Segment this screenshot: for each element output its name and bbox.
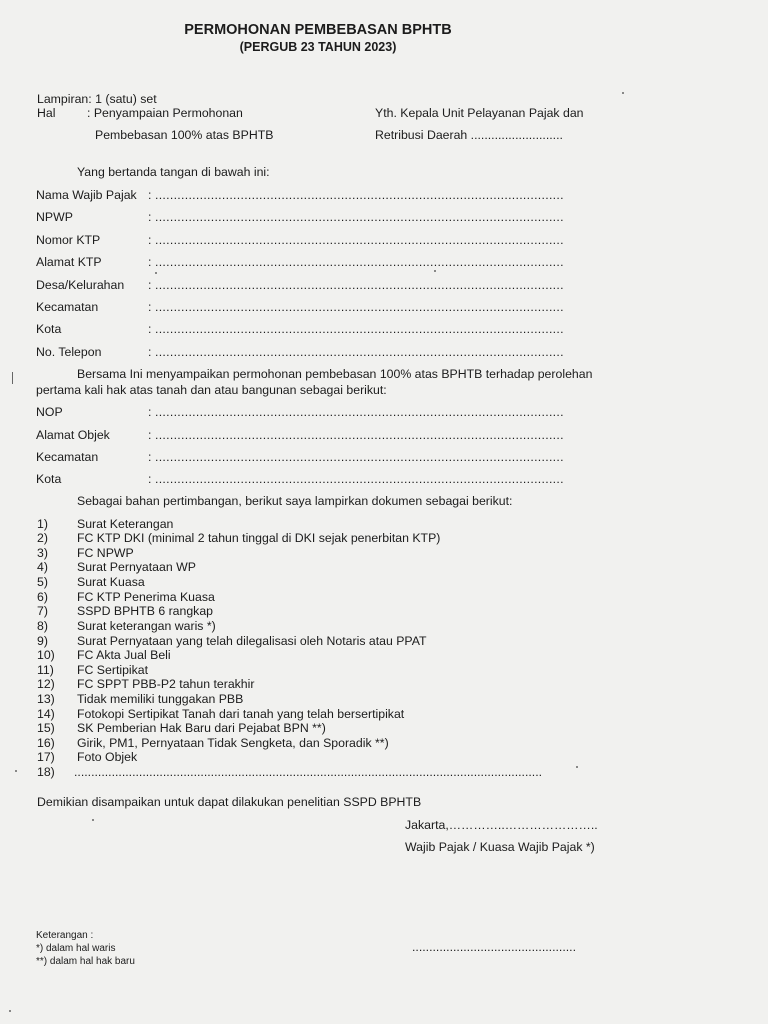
list-item-number: 6) (37, 590, 48, 604)
list-item-number: 1) (37, 517, 48, 531)
field-fill-alamat-ktp[interactable]: .............................................................................................................. (155, 255, 564, 269)
field-label-kota: Kota (36, 322, 62, 336)
list-item-number: 8) (37, 619, 48, 633)
list-item: Surat Pernyataan WP (77, 560, 196, 574)
field-label-kota-objek: Kota (36, 472, 62, 486)
field-colon: : (148, 345, 152, 359)
field-label-telepon: No. Telepon (36, 345, 102, 359)
list-item-number: 18) (37, 765, 55, 779)
field-colon: : (148, 428, 152, 442)
field-label-ktp: Nomor KTP (36, 233, 101, 247)
scan-speck (15, 770, 17, 772)
field-fill-ktp[interactable]: .............................................................................................................. (155, 233, 564, 247)
list-item: Fotokopi Sertipikat Tanah dari tanah yang telah bersertipikat (77, 707, 405, 721)
recipient-line1: Yth. Kepala Unit Pelayanan Pajak dan (375, 106, 584, 120)
list-item: SK Pemberian Hak Baru dari Pejabat BPN **) (77, 721, 326, 735)
signature-line[interactable]: ................................................ (412, 940, 576, 954)
field-colon: : (148, 278, 152, 292)
list-item: Foto Objek (77, 750, 138, 764)
note-item: **) dalam hal hak baru (36, 956, 135, 967)
list-item-number: 4) (37, 560, 48, 574)
field-label-nama: Nama Wajib Pajak (36, 188, 137, 202)
field-colon: : (148, 450, 152, 464)
field-fill-kota[interactable]: .............................................................................................................. (155, 322, 564, 336)
list-item-number: 12) (37, 677, 55, 691)
list-item-number: 14) (37, 707, 55, 721)
list-item: Surat Pernyataan yang telah dilegalisasi oleh Notaris atau PPAT (77, 634, 427, 648)
scan-speck (92, 819, 94, 821)
request-paragraph-line2: pertama kali hak atas tanah dan atau bangunan sebagai berikut: (36, 383, 387, 397)
list-item: FC KTP DKI (minimal 2 tahun tinggal di DKI sejak penerbitan KTP) (77, 531, 441, 545)
scan-speck (9, 1010, 11, 1012)
list-item-number: 3) (37, 546, 48, 560)
list-item: SSPD BPHTB 6 rangkap (77, 604, 214, 618)
list-item-number: 7) (37, 604, 48, 618)
document-title: PERMOHONAN PEMBEBASAN BPHTB (184, 22, 452, 38)
scan-speck (434, 270, 436, 272)
field-colon: : (148, 188, 152, 202)
field-colon: : (148, 300, 152, 314)
intro-text: Yang bertanda tangan di bawah ini: (77, 165, 270, 179)
list-item-number: 10) (37, 648, 55, 662)
field-fill-kecamatan-objek[interactable]: .............................................................................................................. (155, 450, 564, 464)
list-item-number: 2) (37, 531, 48, 545)
lampiran-line: Lampiran: 1 (satu) set (37, 92, 157, 106)
closing-statement: Demikian disampaikan untuk dapat dilakukan penelitian SSPD BPHTB (37, 795, 422, 809)
hal-subject-line2: Pembebasan 100% atas BPHTB (95, 128, 274, 142)
list-item: Surat Kuasa (77, 575, 145, 589)
field-label-desa: Desa/Kelurahan (36, 278, 125, 292)
field-label-kecamatan-objek: Kecamatan (36, 450, 99, 464)
field-fill-alamat-objek[interactable]: .............................................................................................................. (155, 428, 564, 442)
request-paragraph-line1: Bersama Ini menyampaikan permohonan pembebasan 100% atas BPHTB terhadap perolehan (77, 367, 593, 381)
scan-speck (12, 372, 13, 384)
note-item: *) dalam hal waris (36, 943, 116, 954)
recipient-line2: Retribusi Daerah ........................... (375, 128, 563, 142)
list-item: FC Sertipikat (77, 663, 149, 677)
list-item: FC Akta Jual Beli (77, 648, 171, 662)
field-colon: : (148, 322, 152, 336)
list-item-number: 9) (37, 634, 48, 648)
list-item: Girik, PM1, Pernyataan Tidak Sengketa, dan Sporadik **) (77, 736, 389, 750)
field-fill-kecamatan[interactable]: .............................................................................................................. (155, 300, 564, 314)
list-item: FC KTP Penerima Kuasa (77, 590, 215, 604)
list-item: Surat keterangan waris *) (77, 619, 216, 633)
field-colon: : (148, 233, 152, 247)
field-label-alamat-objek: Alamat Objek (36, 428, 110, 442)
list-item-number: 17) (37, 750, 55, 764)
field-fill-telepon[interactable]: .............................................................................................................. (155, 345, 564, 359)
field-fill-npwp[interactable]: .............................................................................................................. (155, 210, 564, 224)
field-fill-nama[interactable]: .............................................................................................................. (155, 188, 564, 202)
field-label-nop: NOP (36, 405, 63, 419)
field-colon: : (148, 210, 152, 224)
document-subtitle: (PERGUB 23 TAHUN 2023) (239, 40, 397, 54)
field-colon: : (148, 405, 152, 419)
field-colon: : (148, 255, 152, 269)
list-item-blank[interactable]: ......................................................................................................................................... (74, 765, 543, 779)
field-fill-nop[interactable]: .............................................................................................................. (155, 405, 564, 419)
list-item-number: 15) (37, 721, 55, 735)
field-label-alamat-ktp: Alamat KTP (36, 255, 102, 269)
signature-role: Wajib Pajak / Kuasa Wajib Pajak *) (405, 840, 595, 854)
field-fill-desa[interactable]: .............................................................................................................. (155, 278, 564, 292)
documents-intro: Sebagai bahan pertimbangan, berikut saya lampirkan dokumen sebagai berikut: (77, 494, 513, 508)
field-colon: : (148, 472, 152, 486)
notes-title: Keterangan : (36, 930, 94, 941)
scan-speck (155, 272, 157, 274)
hal-subject-line1: : Penyampaian Permohonan (87, 106, 243, 120)
field-label-npwp: NPWP (36, 210, 73, 224)
field-fill-kota-objek[interactable]: .............................................................................................................. (155, 472, 564, 486)
scan-speck (622, 92, 624, 94)
field-label-kecamatan: Kecamatan (36, 300, 99, 314)
list-item-number: 13) (37, 692, 55, 706)
list-item-number: 16) (37, 736, 55, 750)
list-item: FC NPWP (77, 546, 134, 560)
list-item: Tidak memiliki tunggakan PBB (77, 692, 244, 706)
list-item-number: 5) (37, 575, 48, 589)
scan-speck (576, 766, 578, 768)
list-item-number: 11) (37, 663, 54, 677)
list-item: Surat Keterangan (77, 517, 174, 531)
list-item: FC SPPT PBB-P2 tahun terakhir (77, 677, 255, 691)
signature-place-date[interactable]: Jakarta,…………..………………….. (405, 818, 598, 832)
hal-label: Hal (37, 106, 56, 120)
